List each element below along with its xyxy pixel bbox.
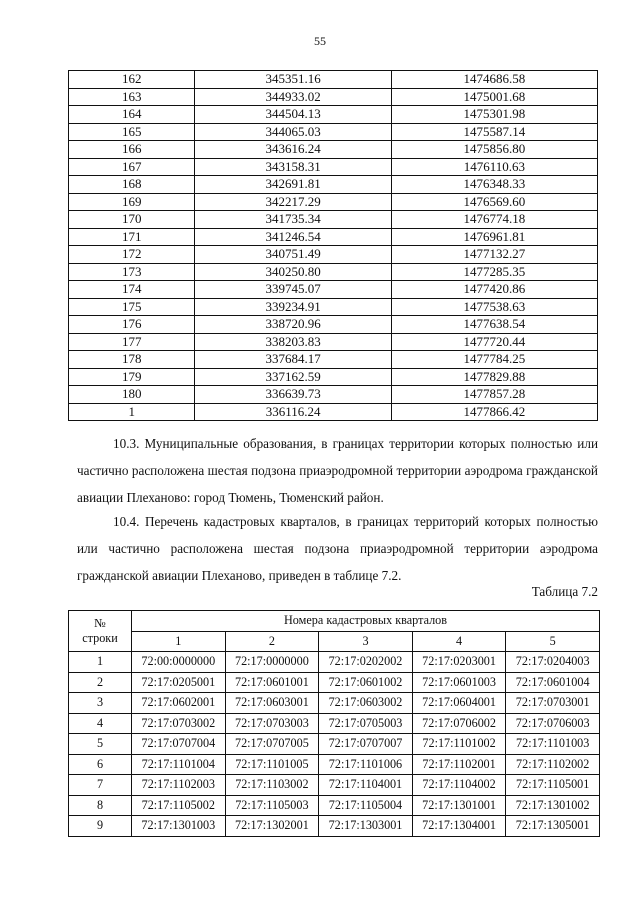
y-coordinate-cell: 1477638.54 — [391, 316, 597, 334]
x-coordinate-cell: 342217.29 — [195, 193, 391, 211]
y-coordinate-cell: 1474686.58 — [391, 71, 597, 89]
cadastral-number-cell: 72:17:0705003 — [319, 713, 413, 734]
cadastral-number-cell: 72:17:0706002 — [412, 713, 506, 734]
y-coordinate-cell: 1477829.88 — [391, 368, 597, 386]
row-number-cell: 5 — [69, 734, 132, 755]
y-coordinate-cell: 1476348.33 — [391, 176, 597, 194]
y-coordinate-cell: 1475301.98 — [391, 106, 597, 124]
cadastral-number-cell: 72:17:1301002 — [506, 795, 600, 816]
x-coordinate-cell: 336639.73 — [195, 386, 391, 404]
row-number-header-line2: строки — [82, 631, 118, 645]
cadastral-number-cell: 72:17:0202002 — [319, 652, 413, 673]
row-number-cell: 8 — [69, 795, 132, 816]
point-number-cell: 179 — [69, 368, 195, 386]
paragraph-10-4: 10.4. Перечень кадастровых кварталов, в границах территорий которых полностью или частично расположена шестая подзона приаэродромной территории аэродрома гражданской авиации Плеханово, приведен в таблице 7.2. — [77, 514, 598, 583]
cadastral-number-cell: 72:17:0706003 — [506, 713, 600, 734]
cadastral-table-row — [69, 734, 600, 755]
cadastral-number-cell: 72:17:0707004 — [132, 734, 226, 755]
cadastral-number-cell: 72:17:1102001 — [412, 754, 506, 775]
y-coordinate-cell: 1477784.25 — [391, 351, 597, 369]
point-number-cell: 180 — [69, 386, 195, 404]
cadastral-number-cell: 72:17:1101005 — [225, 754, 319, 775]
table-caption: Таблица 7.2 — [531, 584, 598, 599]
coordinates-table-row — [69, 298, 598, 316]
cadastral-number-cell: 72:17:0204003 — [506, 652, 600, 673]
cadastral-table-row — [69, 672, 600, 693]
cadastral-number-cell: 72:17:0203001 — [412, 652, 506, 673]
cadastral-number-cell: 72:17:1301003 — [132, 816, 226, 837]
cadastral-number-cell: 72:17:0603002 — [319, 693, 413, 714]
cadastral-number-cell: 72:17:1104001 — [319, 775, 413, 796]
y-coordinate-cell: 1477866.42 — [391, 403, 597, 421]
point-number-cell: 168 — [69, 176, 195, 194]
coordinates-table-row — [69, 211, 598, 229]
point-number-cell: 163 — [69, 88, 195, 106]
cadastral-number-cell: 72:17:0604001 — [412, 693, 506, 714]
x-coordinate-cell: 341735.34 — [195, 211, 391, 229]
cadastral-number-cell: 72:17:0703002 — [132, 713, 226, 734]
point-number-cell: 166 — [69, 141, 195, 159]
x-coordinate-cell: 341246.54 — [195, 228, 391, 246]
row-number-cell: 4 — [69, 713, 132, 734]
x-coordinate-cell: 339745.07 — [195, 281, 391, 299]
cadastral-table-row — [69, 713, 600, 734]
cadastral-table-body — [69, 652, 600, 837]
x-coordinate-cell: 340250.80 — [195, 263, 391, 281]
cadastral-table-row — [69, 652, 600, 673]
coordinates-table-row — [69, 141, 598, 159]
x-coordinate-cell: 339234.91 — [195, 298, 391, 316]
column-number-header: 3 — [319, 631, 413, 652]
coordinates-table-row — [69, 386, 598, 404]
row-number-cell: 2 — [69, 672, 132, 693]
y-coordinate-cell: 1477720.44 — [391, 333, 597, 351]
row-number-cell: 6 — [69, 754, 132, 775]
coordinates-table-row — [69, 88, 598, 106]
y-coordinate-cell: 1475587.14 — [391, 123, 597, 141]
cadastral-number-cell: 72:17:1105003 — [225, 795, 319, 816]
cadastral-table-row — [69, 795, 600, 816]
cadastral-table-row — [69, 775, 600, 796]
cadastral-number-cell: 72:17:0602001 — [132, 693, 226, 714]
row-number-cell: 9 — [69, 816, 132, 837]
point-number-cell: 173 — [69, 263, 195, 281]
coordinates-table-row — [69, 228, 598, 246]
cadastral-number-cell: 72:00:0000000 — [132, 652, 226, 673]
x-coordinate-cell: 337162.59 — [195, 368, 391, 386]
cadastral-number-cell: 72:17:1304001 — [412, 816, 506, 837]
cadastral-number-cell: 72:17:1101002 — [412, 734, 506, 755]
coordinates-table-row — [69, 333, 598, 351]
cadastral-number-cell: 72:17:1103002 — [225, 775, 319, 796]
point-number-cell: 164 — [69, 106, 195, 124]
coordinates-table-row — [69, 368, 598, 386]
page-number: 55 — [314, 34, 326, 48]
point-number-cell: 172 — [69, 246, 195, 264]
x-coordinate-cell: 344065.03 — [195, 123, 391, 141]
cadastral-number-cell: 72:17:1101004 — [132, 754, 226, 775]
y-coordinate-cell: 1477285.35 — [391, 263, 597, 281]
cadastral-number-cell: 72:17:1105004 — [319, 795, 413, 816]
coordinates-table-row — [69, 316, 598, 334]
cadastral-number-cell: 72:17:1302001 — [225, 816, 319, 837]
coordinates-table-row — [69, 351, 598, 369]
cadastral-number-cell: 72:17:1105002 — [132, 795, 226, 816]
coordinates-table-row — [69, 158, 598, 176]
y-coordinate-cell: 1475001.68 — [391, 88, 597, 106]
x-coordinate-cell: 343616.24 — [195, 141, 391, 159]
row-number-header — [69, 611, 132, 652]
y-coordinate-cell: 1476774.18 — [391, 211, 597, 229]
point-number-cell: 171 — [69, 228, 195, 246]
x-coordinate-cell: 344933.02 — [195, 88, 391, 106]
point-number-cell: 167 — [69, 158, 195, 176]
cadastral-number-cell: 72:17:0707005 — [225, 734, 319, 755]
cadastral-number-cell: 72:17:0601002 — [319, 672, 413, 693]
cadastral-number-cell: 72:17:0601004 — [506, 672, 600, 693]
coordinates-table — [68, 70, 598, 421]
y-coordinate-cell: 1475856.80 — [391, 141, 597, 159]
cadastral-number-cell: 72:17:1105001 — [506, 775, 600, 796]
cadastral-quarters-table — [68, 610, 600, 837]
cadastral-number-cell: 72:17:0707007 — [319, 734, 413, 755]
paragraph-10-3: 10.3. Муниципальные образования, в границах территории которых полностью или частично расположена шестая подзона приаэродромной территории аэродрома гражданской авиации Плеханово: город Тюмень, Тюменский район. — [77, 436, 598, 505]
x-coordinate-cell: 342691.81 — [195, 176, 391, 194]
column-number-header: 1 — [132, 631, 226, 652]
cadastral-number-cell: 72:17:1102003 — [132, 775, 226, 796]
y-coordinate-cell: 1477420.86 — [391, 281, 597, 299]
coordinates-table-row — [69, 246, 598, 264]
point-number-cell: 1 — [69, 403, 195, 421]
cadastral-number-cell: 72:17:0603001 — [225, 693, 319, 714]
coordinates-table-row — [69, 106, 598, 124]
y-coordinate-cell: 1476569.60 — [391, 193, 597, 211]
cadastral-number-cell: 72:17:1102002 — [506, 754, 600, 775]
cadastral-number-cell: 72:17:0205001 — [132, 672, 226, 693]
column-number-header: 2 — [225, 631, 319, 652]
x-coordinate-cell: 340751.49 — [195, 246, 391, 264]
cadastral-number-cell: 72:17:0000000 — [225, 652, 319, 673]
cadastral-number-cell: 72:17:1104002 — [412, 775, 506, 796]
x-coordinate-cell: 345351.16 — [195, 71, 391, 89]
y-coordinate-cell: 1477857.28 — [391, 386, 597, 404]
cadastral-number-cell: 72:17:1101006 — [319, 754, 413, 775]
cadastral-number-cell: 72:17:0601003 — [412, 672, 506, 693]
y-coordinate-cell: 1477132.27 — [391, 246, 597, 264]
row-number-cell: 1 — [69, 652, 132, 673]
point-number-cell: 175 — [69, 298, 195, 316]
row-number-cell: 7 — [69, 775, 132, 796]
column-number-row — [69, 631, 600, 652]
x-coordinate-cell: 338720.96 — [195, 316, 391, 334]
cadastral-number-cell: 72:17:0703003 — [225, 713, 319, 734]
point-number-cell: 178 — [69, 351, 195, 369]
cadastral-number-cell: 72:17:1303001 — [319, 816, 413, 837]
point-number-cell: 169 — [69, 193, 195, 211]
cadastral-group-header: Номера кадастровых кварталов — [132, 611, 600, 632]
coordinates-table-row — [69, 123, 598, 141]
point-number-cell: 162 — [69, 71, 195, 89]
y-coordinate-cell: 1476961.81 — [391, 228, 597, 246]
point-number-cell: 177 — [69, 333, 195, 351]
cadastral-number-cell: 72:17:0601001 — [225, 672, 319, 693]
point-number-cell: 174 — [69, 281, 195, 299]
cadastral-table-header — [69, 611, 600, 652]
row-number-cell: 3 — [69, 693, 132, 714]
point-number-cell: 165 — [69, 123, 195, 141]
cadastral-number-cell: 72:17:0703001 — [506, 693, 600, 714]
x-coordinate-cell: 337684.17 — [195, 351, 391, 369]
cadastral-table-row — [69, 693, 600, 714]
coordinates-table-row — [69, 193, 598, 211]
row-number-header-line1: № — [94, 616, 106, 630]
point-number-cell: 170 — [69, 211, 195, 229]
coordinates-table-row — [69, 281, 598, 299]
coordinates-table-row — [69, 71, 598, 89]
cadastral-number-cell: 72:17:1305001 — [506, 816, 600, 837]
cadastral-table-row — [69, 754, 600, 775]
y-coordinate-cell: 1477538.63 — [391, 298, 597, 316]
x-coordinate-cell: 344504.13 — [195, 106, 391, 124]
cadastral-number-cell: 72:17:1301001 — [412, 795, 506, 816]
cadastral-number-cell: 72:17:1101003 — [506, 734, 600, 755]
x-coordinate-cell: 336116.24 — [195, 403, 391, 421]
column-number-header: 4 — [412, 631, 506, 652]
point-number-cell: 176 — [69, 316, 195, 334]
coordinates-table-row — [69, 263, 598, 281]
x-coordinate-cell: 338203.83 — [195, 333, 391, 351]
coordinates-table-row — [69, 403, 598, 421]
coordinates-table-body — [69, 71, 598, 421]
column-number-header: 5 — [506, 631, 600, 652]
cadastral-table-row — [69, 816, 600, 837]
y-coordinate-cell: 1476110.63 — [391, 158, 597, 176]
coordinates-table-row — [69, 176, 598, 194]
x-coordinate-cell: 343158.31 — [195, 158, 391, 176]
